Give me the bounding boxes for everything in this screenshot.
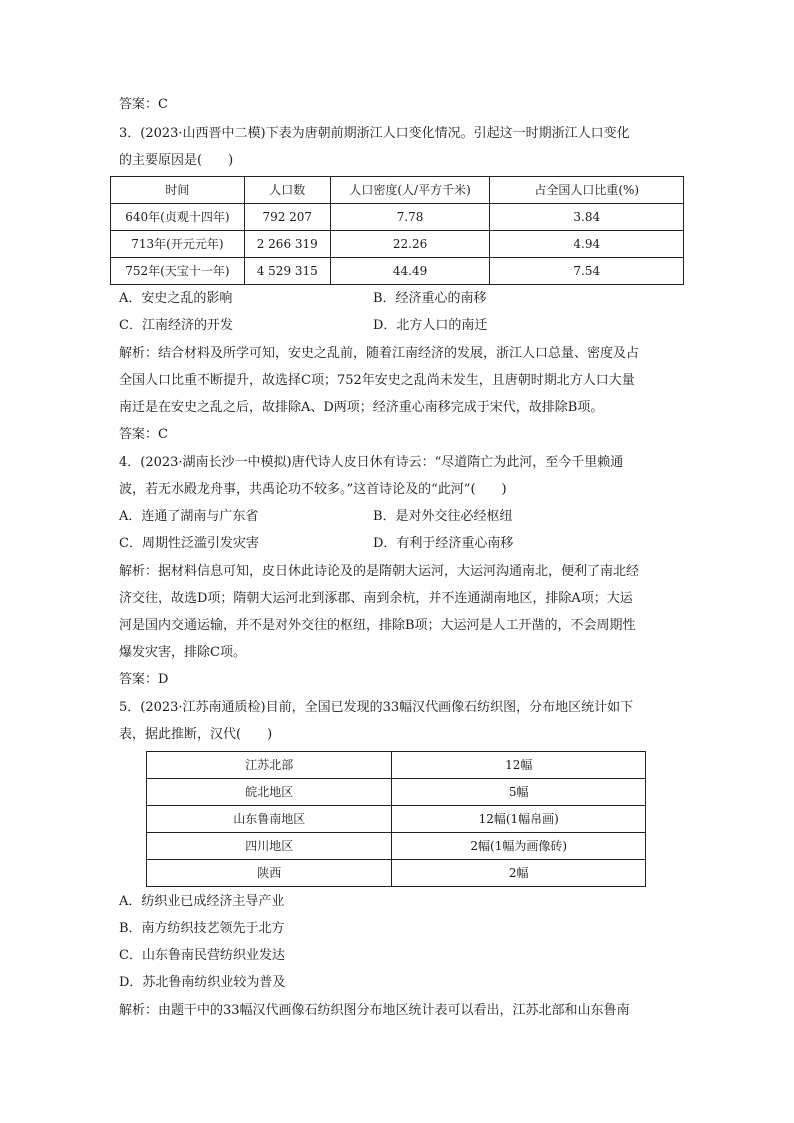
question-4-line-2: 波，若无水殿龙舟事，共禹论功不较多。”这首诗论及的“此河”( ) xyxy=(119,482,507,497)
table-row xyxy=(147,833,646,860)
table-row xyxy=(111,204,684,231)
option-b: B．是对外交往必经枢纽 xyxy=(373,509,513,524)
table-cell: 792 207 xyxy=(244,204,330,231)
table-row xyxy=(147,806,646,833)
option-c: C．周期性泛滥引发灾害 xyxy=(119,536,259,551)
table-cell: 陕西 xyxy=(147,860,392,887)
question-5-line-1: 5．(2023·江苏南通质检)目前，全国已发现的33幅汉代画像石纺织图，分布地区统计如下 xyxy=(119,700,634,715)
table-cell: 640年(贞观十四年) xyxy=(111,204,245,231)
table-cell: 713年(开元元年) xyxy=(111,231,245,258)
question-3-line-1: 3．(2023·山西晋中二模)下表为唐朝前期浙江人口变化情况。引起这一时期浙江人口变化 xyxy=(119,126,630,141)
table-cell: 7.54 xyxy=(490,258,684,285)
table-header: 人口密度(人/平方千米) xyxy=(330,177,490,204)
option-a: A．安史之乱的影响 xyxy=(119,291,233,306)
table-cell: 4 529 315 xyxy=(244,258,330,285)
table-cell: 5幅 xyxy=(392,779,646,806)
table-cell: 22.26 xyxy=(330,231,490,258)
table-row xyxy=(147,779,646,806)
table-row xyxy=(147,860,646,887)
question-4-line-1: 4．(2023·湖南长沙一中模拟)唐代诗人皮日休有诗云：“尽道隋亡为此河，至今千里赖通 xyxy=(119,455,624,470)
option-c: C．山东鲁南民营纺织业发达 xyxy=(119,948,285,963)
option-a: A．纺织业已成经济主导产业 xyxy=(119,894,285,909)
table-cell: 12幅(1幅帛画) xyxy=(392,806,646,833)
table-cell: 44.49 xyxy=(330,258,490,285)
table-header-row xyxy=(111,177,684,204)
explanation-line: 河是国内交通运输，并不是对外交往的枢纽，排除B项；大运河是人工开凿的，不会周期性 xyxy=(119,618,636,633)
table-cell: 3.84 xyxy=(490,204,684,231)
table-cell: 2 266 319 xyxy=(244,231,330,258)
answer-prev: 答案：C xyxy=(119,97,168,112)
option-b: B．南方纺织技艺领先于北方 xyxy=(119,921,285,936)
explanation-line: 南迁是在安史之乱之后，故排除A、D两项；经济重心南移完成于宋代，故排除B项。 xyxy=(119,400,604,415)
table-header: 时间 xyxy=(111,177,245,204)
table-row xyxy=(111,231,684,258)
explanation-line: 解析：由题干中的33幅汉代画像石纺织图分布地区统计表可以看出，江苏北部和山东鲁南 xyxy=(119,1003,630,1018)
table-cell: 7.78 xyxy=(330,204,490,231)
option-c: C．江南经济的开发 xyxy=(119,318,233,333)
explanation-line: 济交往，故选D项；隋朝大运河北到涿郡、南到余杭，并不连通湖南地区，排除A项；大运 xyxy=(119,591,633,606)
question-3-line-2: 的主要原因是( ) xyxy=(119,153,234,168)
table-cell: 752年(天宝十一年) xyxy=(111,258,245,285)
explanation-line: 解析：据材料信息可知，皮日休此诗论及的是隋朝大运河，大运河沟通南北，便利了南北经 xyxy=(119,564,640,579)
population-table xyxy=(110,176,684,285)
table-cell: 四川地区 xyxy=(147,833,392,860)
table-cell: 2幅 xyxy=(392,860,646,887)
option-a: A．连通了湖南与广东省 xyxy=(119,509,259,524)
option-d: D．有利于经济重心南移 xyxy=(373,536,514,551)
explanation-line: 全国人口比重不断提升，故选择C项；752年安史之乱尚未发生，且唐朝时期北方人口大量 xyxy=(119,373,635,388)
table-cell: 江苏北部 xyxy=(147,752,392,779)
table-cell: 12幅 xyxy=(392,752,646,779)
table-header: 人口数 xyxy=(244,177,330,204)
option-d: D．北方人口的南迁 xyxy=(373,318,488,333)
answer: 答案：C xyxy=(119,427,168,442)
question-5-line-2: 表，据此推断，汉代( ) xyxy=(119,727,273,742)
table-cell: 皖北地区 xyxy=(147,779,392,806)
table-header: 占全国人口比重(%) xyxy=(490,177,684,204)
option-b: B．经济重心的南移 xyxy=(373,291,487,306)
explanation-line: 爆发灾害，排除C项。 xyxy=(119,645,246,660)
table-cell: 2幅(1幅为画像砖) xyxy=(392,833,646,860)
table-row xyxy=(111,258,684,285)
distribution-table xyxy=(146,751,646,887)
table-row xyxy=(147,752,646,779)
table-cell: 4.94 xyxy=(490,231,684,258)
option-d: D．苏北鲁南纺织业较为普及 xyxy=(119,975,286,990)
answer: 答案：D xyxy=(119,672,169,687)
explanation-line: 解析：结合材料及所学可知，安史之乱前，随着江南经济的发展，浙江人口总量、密度及占 xyxy=(119,346,640,361)
table-cell: 山东鲁南地区 xyxy=(147,806,392,833)
